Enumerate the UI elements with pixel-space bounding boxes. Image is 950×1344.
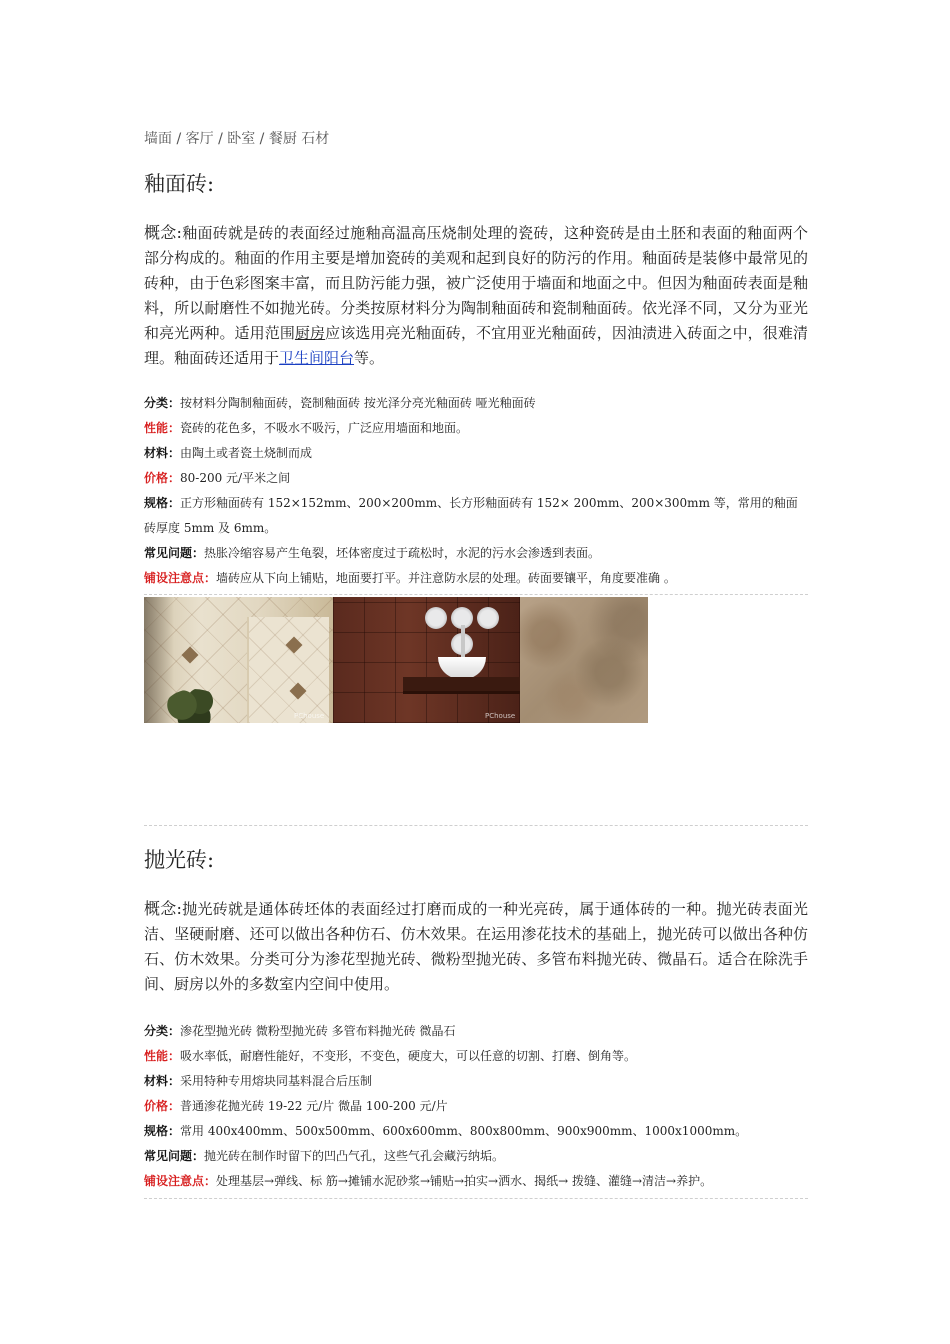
prop-key: 材料： — [144, 446, 181, 460]
glazed-props-list — [144, 391, 808, 591]
prop-key: 规格： — [144, 496, 181, 510]
prop-key: 价格： — [144, 1099, 181, 1113]
prop-row — [144, 391, 808, 416]
polished-props-list — [144, 1019, 808, 1194]
prop-key: 价格： — [144, 471, 181, 485]
prop-value: 处理基层→弹线、标 筋→摊铺水泥砂浆→铺贴→拍实→洒水、揭纸→ 拨缝、灌缝→清洁→养护。 — [216, 1174, 713, 1188]
concept-paragraph — [144, 896, 808, 997]
photo-bathroom-basin — [333, 597, 520, 723]
prop-row — [144, 1169, 808, 1194]
prop-value: 按材料分陶制釉面砖，瓷制釉面砖 按光泽分亮光釉面砖 哑光釉面砖 — [180, 396, 536, 410]
prop-key: 铺设注意点： — [144, 571, 217, 585]
prop-row — [144, 491, 808, 541]
section-title: 抛光砖: — [144, 848, 215, 872]
prop-key: 规格： — [144, 1124, 181, 1138]
concept-text: 抛光砖就是通体砖坯体的表面经过打磨而成的一种光亮砖，属于通体砖的一种。抛光砖表面光洁、坚硬耐磨、还可以做出各种仿石、仿木效果。在运用渗花技术的基础上，抛光砖可以做出各种仿石、仿木效果。分类可分为渗花型抛光砖、微粉型抛光砖、多管布料抛光砖、微晶石。适合在除洗手间、厨房以外的多数室内空间中使用。 — [144, 900, 808, 993]
prop-row — [144, 566, 808, 591]
concept-label: 概念: — [144, 223, 182, 242]
prop-value: 常用 400x400mm、500x500mm、600x600mm、800x800mm、900x900mm、1000x1000mm。 — [180, 1124, 748, 1138]
glazed-concept — [144, 220, 808, 371]
concept-text-b: 应该选用亮光釉面砖，不宜用亚光釉面砖，因油渍进入砖面之中，很难清理。釉面砖还适用于 — [144, 324, 808, 367]
concept-text-a: 釉面砖就是砖的表面经过施釉高温高压烧制处理的瓷砖，这种瓷砖是由土胚和表面的釉面两个部分构成的。釉面的作用主要是增加瓷砖的美观和起到良好的防污的作用。釉面砖是装修中最常见的砖种，由于色彩图案丰富，而且防污能力强，被广泛使用于墙面和地面之中。但因为釉面砖表面是釉料，所以耐磨性不如抛光砖。分类按原材料分为陶制釉面砖和瓷制釉面砖。依光泽不同，又分为亚光和亮光两种。适用范围 — [144, 224, 808, 342]
prop-row — [144, 1044, 808, 1069]
concept-kitchen-link[interactable]: 厨房 — [294, 324, 326, 342]
prop-value: 由陶土或者瓷土烧制而成 — [180, 446, 313, 460]
prop-key: 铺设注意点： — [144, 1174, 217, 1188]
photo-watermark: PChouse — [294, 712, 325, 720]
photo-stone-texture — [520, 597, 648, 723]
prop-row — [144, 416, 808, 441]
prop-value: 正方形釉面砖有 152×152mm、200×200mm、长方形釉面砖有 152× 200mm、200×300mm 等，常用的釉面砖厚度 5mm 及 6mm。 — [144, 496, 798, 535]
prop-value: 瓷砖的花色多，不吸水不吸污，广泛应用墙面和地面。 — [180, 421, 469, 435]
prop-value: 渗花型抛光砖 微粉型抛光砖 多管布料抛光砖 微晶石 — [180, 1024, 456, 1038]
prop-key: 分类： — [144, 396, 181, 410]
prop-value: 采用特种专用熔块同基料混合后压制 — [180, 1074, 373, 1088]
prop-row — [144, 466, 808, 491]
prop-row — [144, 1094, 808, 1119]
section-title: 釉面砖: — [144, 172, 215, 196]
polished-tile-section — [144, 850, 808, 871]
prop-value: 热胀冷缩容易产生龟裂，坯体密度过于疏松时，水泥的污水会渗透到表面。 — [204, 546, 601, 560]
divider — [144, 594, 808, 595]
prop-row — [144, 1069, 808, 1094]
prop-key: 常见问题： — [144, 546, 205, 560]
divider — [144, 825, 808, 826]
prop-value: 抛光砖在制作时留下的凹凸气孔，这些气孔会藏污纳垢。 — [204, 1149, 505, 1163]
prop-value: 普通渗花抛光砖 19-22 元/片 微晶 100-200 元/片 — [180, 1099, 448, 1113]
divider — [144, 1198, 808, 1199]
tile-photo-strip — [144, 597, 648, 723]
prop-row — [144, 1144, 808, 1169]
prop-value: 墙砖应从下向上铺贴，地面要打平。并注意防水层的处理。砖面要镶平，角度要准确 。 — [216, 571, 676, 585]
concept-text-c: 等。 — [354, 349, 385, 367]
breadcrumb: 墙面 / 客厅 / 卧室 / 餐厨 石材 — [144, 131, 330, 147]
photo-wall-tiles — [144, 597, 333, 723]
prop-key: 分类： — [144, 1024, 181, 1038]
prop-row — [144, 1119, 808, 1144]
glazed-tile-section — [144, 174, 808, 195]
prop-key: 性能： — [144, 1049, 181, 1063]
concept-paragraph — [144, 220, 808, 371]
prop-row — [144, 1019, 808, 1044]
photo-watermark: PChouse — [485, 712, 516, 720]
prop-key: 常见问题： — [144, 1149, 205, 1163]
prop-key: 性能： — [144, 421, 181, 435]
prop-row — [144, 441, 808, 466]
prop-value: 吸水率低，耐磨性能好，不变形，不变色，硬度大，可以任意的切割、打磨、倒角等。 — [180, 1049, 637, 1063]
concept-bathroom-link[interactable]: 卫生间阳台 — [279, 349, 355, 367]
prop-key: 材料： — [144, 1074, 181, 1088]
prop-row — [144, 541, 808, 566]
polished-concept — [144, 896, 808, 997]
concept-label: 概念: — [144, 899, 182, 918]
prop-value: 80-200 元/平米之间 — [180, 471, 291, 485]
